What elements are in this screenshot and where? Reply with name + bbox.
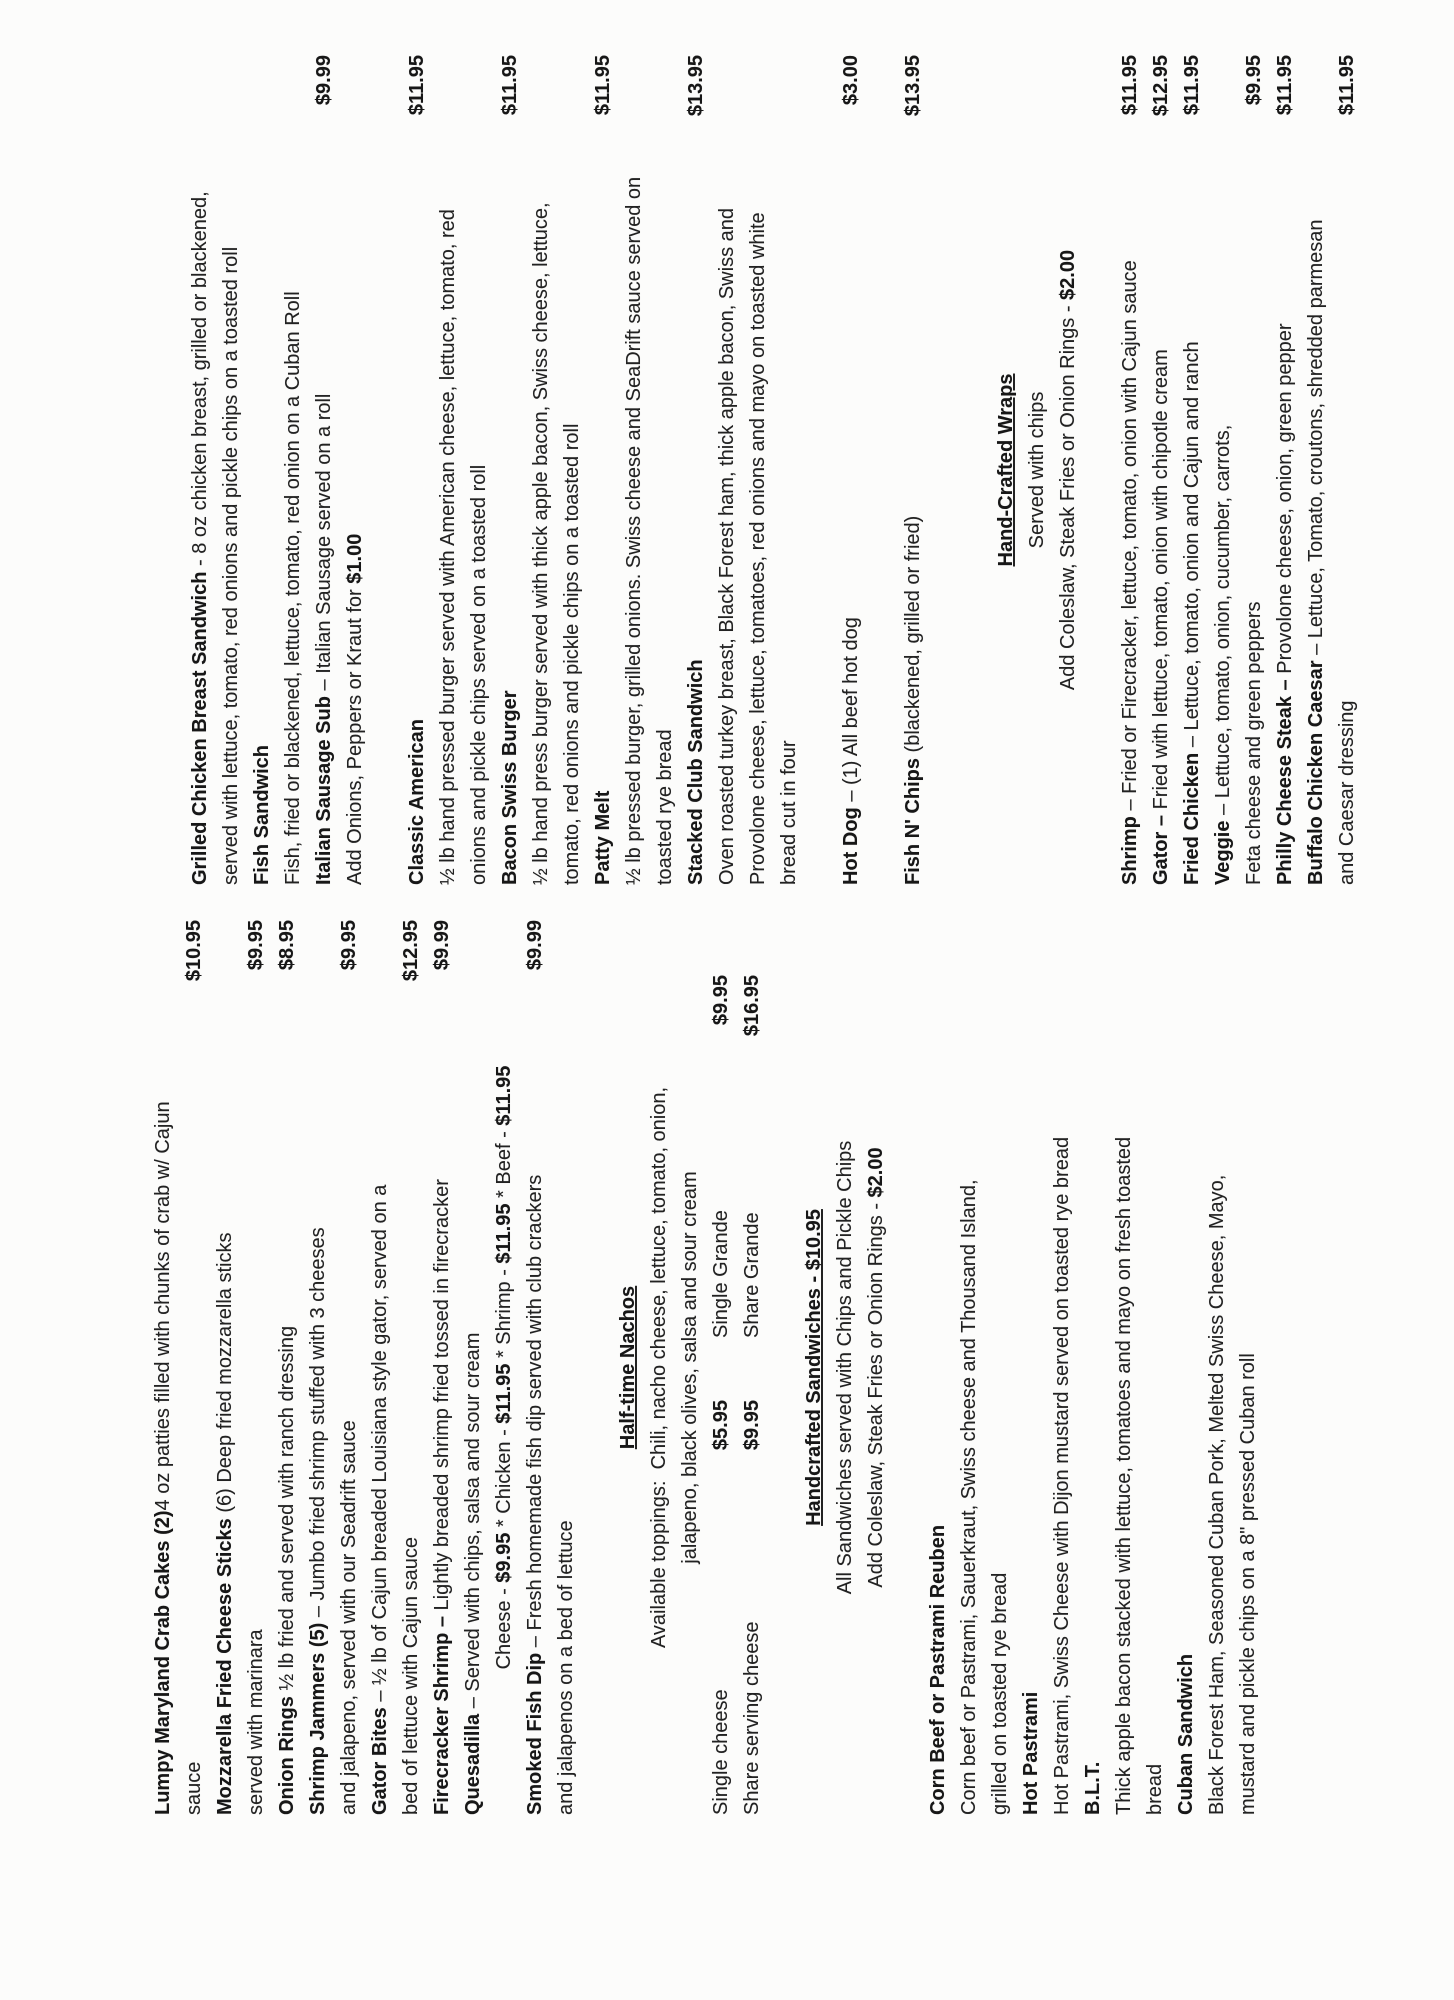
menu-line-text (985, 1573, 1016, 1815)
menu-section-header (613, 920, 644, 1815)
menu-item-name: Fish N' Chips (902, 758, 924, 885)
menu-text: Available toppings: Chili, nacho cheese, lettuce, tomato, onion, (648, 1086, 670, 1649)
menu-line-text (489, 1066, 520, 1670)
menu-item-name: Cuban Sandwich (1175, 1653, 1197, 1815)
menu-price: $11.95 (1274, 55, 1296, 116)
menu-line (985, 920, 1016, 1815)
menu-line-text (334, 1420, 365, 1815)
menu-line-text (247, 745, 278, 885)
menu-item-name: Hot Pastrami (1020, 1691, 1042, 1815)
menu-text: Single cheese (710, 1689, 732, 1815)
menu-line-text (588, 791, 619, 885)
menu-line (334, 920, 365, 1815)
menu-line-text (774, 740, 805, 885)
menu-line (396, 920, 427, 1815)
menu-text: – Lettuce, tomato, onion and Cajun and ranch (1181, 341, 1203, 753)
menu-item-name: $2.00 (1057, 249, 1079, 300)
menu-line-text (303, 1227, 334, 1815)
menu-item-name: Italian Sausage Sub (313, 696, 335, 885)
menu-item-name: $9.95 (493, 1532, 515, 1583)
menu-line (495, 55, 526, 885)
menu-item-name: Gator – (1150, 814, 1172, 885)
menu-line (210, 920, 241, 1815)
menu-item-name: Hand-Crafted Wraps (995, 373, 1017, 567)
menu-text: onions and pickle chips served on a toasted roll (468, 464, 490, 885)
menu-line-text (1202, 1175, 1233, 1815)
menu-item-name: Shrimp Jammers (5) (307, 1622, 329, 1815)
menu-text: Oven roasted turkey breast, Black Forest ham, thick apple bacon, Swiss and (716, 208, 738, 885)
menu-price: $16.95 (741, 975, 763, 1037)
menu-line-text (650, 729, 681, 885)
menu-text: Served with chips (1026, 391, 1048, 549)
menu-text: toasted rye bread (654, 729, 676, 885)
menu-line-text (1332, 700, 1363, 885)
menu-line (1109, 920, 1140, 1815)
menu-price: $9.99 (524, 920, 546, 971)
menu-item-name: Bacon Swiss Burger (499, 690, 521, 885)
menu-price: $12.95 (400, 920, 422, 982)
menu-line (185, 55, 216, 885)
menu-text: * Chicken - (493, 1423, 515, 1533)
menu-text: served with lettuce, tomato, red onions and pickle chips on a toasted roll (220, 246, 242, 885)
menu-text: and Caesar dressing (1336, 700, 1358, 885)
menu-price: $11.95 (499, 55, 521, 116)
menu-text: Share serving cheese (741, 1621, 763, 1815)
menu-line-text (1115, 260, 1146, 885)
menu-line-text (1208, 425, 1239, 885)
menu-line (365, 920, 396, 1815)
menu-line-text (1016, 1692, 1047, 1815)
menu-price: $11.95 (406, 55, 428, 116)
menu-line-text (830, 1141, 861, 1595)
menu-text: Corn beef or Pastrami, Sauerkraut, Swiss cheese and Thousand Island, (958, 1179, 980, 1815)
menu-text: – ½ lb of Cajun breaded Louisiana style gator, served on a (369, 1184, 391, 1708)
menu-section-header (799, 920, 830, 1815)
menu-line-text (495, 690, 526, 885)
menu-line-text (427, 1179, 458, 1815)
menu-text: – Lettuce, Tomato, croutons, shredded parmesan (1305, 219, 1327, 661)
menu-item-name: Stacked Club Sandwich (685, 659, 707, 885)
menu-line-text (1047, 1137, 1078, 1815)
menu-price: $9.95 (245, 920, 267, 971)
menu-line (675, 920, 706, 1815)
menu-line (706, 920, 737, 1815)
menu-text: Single Grande (710, 1210, 732, 1338)
menu-text: and jalapenos on a bed of lettuce (555, 1520, 577, 1815)
menu-line-text (309, 394, 340, 885)
menu-text: – (1) All beef hot dog (840, 617, 862, 808)
menu-text: Provolone cheese, onion, green pepper (1274, 323, 1296, 680)
menu-line-text (898, 516, 929, 885)
menu-price: $11.95 (1336, 55, 1358, 116)
menu-text: Fish, fried or blackened, lettuce, tomato, red onion on a Cuban Roll (282, 291, 304, 885)
menu-price: $5.95 (710, 1400, 732, 1451)
menu-line-text (1171, 1654, 1202, 1815)
menu-line (1171, 920, 1202, 1815)
menu-line-text (433, 209, 464, 885)
menu-line (588, 55, 619, 885)
menu-line (557, 55, 588, 885)
menu-line-text (396, 1537, 427, 1815)
menu-item-name: Classic American (406, 718, 428, 885)
menu-text: served with marinara (245, 1629, 267, 1815)
menu-item-name: $11.95 (493, 1203, 515, 1264)
menu-text: * Shrimp - (493, 1263, 515, 1364)
menu-text: ½ lb hand press burger served with thick apple bacon, Swiss cheese, lettuce, (530, 202, 552, 885)
menu-line (303, 920, 334, 1815)
menu-text: – Served with chips, salsa and sour cream (462, 1332, 484, 1714)
menu-line-text (1239, 601, 1270, 885)
menu-line-text (619, 177, 650, 885)
menu-text: Add Coleslaw, Steak Fries or Onion Rings - (1057, 299, 1079, 691)
menu-line-text (216, 247, 247, 885)
menu-price: $11.95 (1181, 55, 1203, 116)
menu-item-name: $11.95 (493, 1065, 515, 1126)
menu-line-text (365, 1185, 396, 1815)
menu-item-name: Fish Sandwich (251, 744, 273, 885)
menu-price: $3.00 (840, 55, 862, 106)
menu-item-name: B.L.T. (1082, 1761, 1104, 1815)
menu-line-text (526, 202, 557, 885)
menu-item-name: Gator Bites (369, 1707, 391, 1815)
menu-line-text (210, 1233, 241, 1815)
menu-line-text (743, 212, 774, 885)
menu-line (148, 920, 179, 1815)
menu-item-name: Onion Rings (276, 1696, 298, 1815)
menu-line (433, 55, 464, 885)
menu-item-name: Firecracker Shrimp – (431, 1616, 453, 1815)
menu-text: Share Grande (741, 1212, 763, 1338)
menu-price: $9.99 (431, 920, 453, 971)
menu-price: $9.95 (710, 975, 732, 1026)
menu-line-text (1233, 1353, 1264, 1815)
menu-text: – Italian Sausage served on a roll (313, 393, 335, 697)
menu-text: All Sandwiches served with Chips and Pickle Chips (834, 1140, 856, 1595)
menu-line (1016, 920, 1047, 1815)
menu-item-name: Hot Dog (840, 807, 862, 885)
menu-text: 4 oz patties filled with chunks of crab w/ Cajun (152, 1101, 174, 1511)
menu-line (954, 920, 985, 1815)
menu-line-text (991, 374, 1022, 567)
menu-line-text (923, 1525, 954, 1815)
menu-line (1332, 55, 1363, 885)
menu-item-name: Philly Cheese Steak – (1274, 679, 1296, 885)
menu-line-text (1109, 1137, 1140, 1815)
menu-price: $10.95 (183, 920, 205, 982)
menu-line (179, 920, 210, 1815)
menu-line (241, 920, 272, 1815)
menu-line (1078, 920, 1109, 1815)
menu-line-text (613, 1286, 644, 1449)
menu-text: bread cut in four (778, 740, 800, 885)
menu-line (526, 55, 557, 885)
menu-line (836, 55, 867, 885)
menu-line (1022, 55, 1053, 885)
menu-item-name: Grilled Chicken Breast Sandwich (189, 571, 211, 885)
menu-line (1202, 920, 1233, 1815)
menu-price: $9.95 (1243, 55, 1265, 106)
menu-item-name: $11.95 (493, 1363, 515, 1424)
menu-item-name: Handcrafted Sandwiches - $10.95 (803, 1209, 825, 1526)
menu-line (309, 55, 340, 885)
menu-price: $11.95 (592, 55, 614, 116)
menu-line (402, 55, 433, 885)
menu-text: ½ lb fried and served with ranch dressing (276, 1325, 298, 1697)
menu-item-name: Quesadilla (462, 1713, 484, 1815)
menu-column-burgers-wraps (185, 55, 1363, 885)
menu-text: Feta cheese and green peppers (1243, 601, 1265, 885)
menu-line-text (712, 208, 743, 885)
menu-line (272, 920, 303, 1815)
menu-line (830, 920, 861, 1815)
menu-text: – Lettuce, tomato, onion, cucumber, carrots, (1212, 424, 1234, 821)
menu-section-header (991, 55, 1022, 885)
menu-item-name: Lumpy Maryland Crab Cakes (2) (152, 1510, 174, 1815)
menu-line (774, 55, 805, 885)
menu-text: Hot Pastrami, Swiss Cheese with Dijon mustard served on toasted rye bread (1051, 1136, 1073, 1815)
menu-item-name: Veggie (1212, 820, 1234, 885)
menu-price: $11.95 (1119, 55, 1141, 116)
menu-line (712, 55, 743, 885)
menu-line-text (1022, 392, 1053, 549)
menu-line-text (954, 1179, 985, 1815)
menu-price: $9.99 (313, 55, 335, 106)
menu-line-text (464, 465, 495, 885)
menu-line (1301, 55, 1332, 885)
menu-line-text (557, 424, 588, 885)
menu-line (1177, 55, 1208, 885)
menu-line-text (1146, 349, 1177, 885)
menu-text: – Fried or Firecracker, lettuce, tomato, onion with Cajun sauce (1119, 260, 1141, 817)
menu-text: Thick apple bacon stacked with lettuce, tomatoes and mayo on fresh toasted (1113, 1136, 1135, 1815)
menu-line (340, 55, 371, 885)
menu-item-name: Smoked Fish Dip (524, 1652, 546, 1815)
menu-item-name: $1.00 (344, 533, 366, 584)
menu-line-text (272, 1326, 303, 1815)
menu-line-text (241, 1629, 272, 1815)
menu-text: sauce (183, 1761, 205, 1815)
menu-line (216, 55, 247, 885)
menu-line (1146, 55, 1177, 885)
menu-line (1115, 55, 1146, 885)
menu-line-text (675, 1171, 706, 1563)
menu-price: $9.95 (741, 1400, 763, 1451)
menu-line (1047, 920, 1078, 1815)
menu-line-text (1301, 219, 1332, 885)
menu-line-text (1270, 324, 1301, 885)
menu-line-text (836, 617, 867, 885)
menu-text: - 8 oz chicken breast, grilled or blackened, (189, 191, 211, 572)
menu-line (489, 920, 520, 1815)
menu-line (861, 920, 892, 1815)
menu-line-text (179, 1762, 210, 1815)
menu-text: – Jumbo fried shrimp stuffed with 3 cheeses (307, 1227, 329, 1623)
menu-line (737, 920, 768, 1815)
menu-line-text (458, 1333, 489, 1815)
menu-price: $13.95 (902, 55, 924, 117)
menu-item-name: Half-time Nachos (617, 1285, 639, 1450)
menu-text: * Beef - (493, 1125, 515, 1204)
menu-text: (6) Deep fried mozzarella sticks (214, 1232, 236, 1519)
menu-column-appetizers-sandwiches (148, 920, 1264, 1815)
menu-price: $13.95 (685, 55, 707, 117)
menu-text: Cheese - (493, 1582, 515, 1670)
menu-line (1140, 920, 1171, 1815)
menu-line-text (681, 659, 712, 885)
menu-item-name: $2.00 (865, 1147, 887, 1198)
menu-line-text (1177, 341, 1208, 885)
menu-line-text (278, 291, 309, 885)
menu-line (427, 920, 458, 1815)
menu-item-name: Fried Chicken (1181, 752, 1203, 885)
menu-text: (blackened, grilled or fried) (902, 515, 924, 759)
menu-text: and jalapeno, served with our Seadrift sauce (338, 1420, 360, 1815)
menu-item-name: Mozzarella Fried Cheese Sticks (214, 1518, 236, 1815)
menu-line (1239, 55, 1270, 885)
menu-line (1270, 55, 1301, 885)
menu-line (619, 55, 650, 885)
menu-line-text (402, 719, 433, 885)
menu-text: ½ lb hand pressed burger served with American cheese, lettuce, tomato, red (437, 209, 459, 885)
menu-line-text (520, 1175, 551, 1815)
menu-line (644, 920, 675, 1815)
menu-text: – Fresh homemade fish dip served with club crackers (524, 1174, 546, 1653)
menu-line-text (799, 1209, 830, 1526)
menu-line-text (148, 1101, 179, 1815)
menu-line (464, 55, 495, 885)
menu-line (650, 55, 681, 885)
menu-text: mustard and pickle chips on a 8" pressed Cuban roll (1237, 1353, 1259, 1815)
menu-text: grilled on toasted rye bread (989, 1572, 1011, 1815)
menu-text: jalapeno, black olives, salsa and sour cream (679, 1171, 701, 1564)
menu-price: $8.95 (276, 920, 298, 971)
menu-line (1208, 55, 1239, 885)
menu-item-name: Shrimp (1119, 816, 1141, 885)
menu-line (247, 55, 278, 885)
menu-item-name: Corn Beef or Pastrami Reuben (927, 1524, 949, 1815)
menu-line-text (340, 534, 371, 885)
menu-line (458, 920, 489, 1815)
menu-line-text (185, 191, 216, 885)
menu-line (681, 55, 712, 885)
menu-line (1053, 55, 1084, 885)
menu-text: Fried with lettuce, tomato, onion with chipotle cream (1150, 349, 1172, 815)
menu-line (923, 920, 954, 1815)
menu-line (1233, 920, 1264, 1815)
menu-price: $12.95 (1150, 55, 1172, 117)
menu-line (551, 920, 582, 1815)
menu-line-text (1053, 250, 1084, 690)
menu-line (278, 55, 309, 885)
menu-text: Lightly breaded shrimp fried tossed in firecracker (431, 1179, 453, 1616)
menu-line (898, 55, 929, 885)
menu-text: Add Coleslaw, Steak Fries or Onion Rings - (865, 1197, 887, 1588)
menu-text: bread (1144, 1763, 1166, 1815)
menu-line-text (644, 1087, 675, 1648)
menu-price: $9.95 (338, 920, 360, 971)
menu-text: tomato, red onions and pickle chips on a toasted roll (561, 423, 583, 885)
menu-line-text (861, 1147, 892, 1587)
menu-text: bed of lettuce with Cajun sauce (400, 1537, 422, 1815)
menu-item-name: Patty Melt (592, 790, 614, 885)
menu-line-text (1078, 1762, 1109, 1815)
menu-line (743, 55, 774, 885)
menu-text: Black Forest Ham, Seasoned Cuban Pork, Melted Swiss Cheese, Mayo, (1206, 1174, 1228, 1815)
menu-line (520, 920, 551, 1815)
menu-line-text (551, 1520, 582, 1815)
menu-item-name: Buffalo Chicken Caesar (1305, 660, 1327, 885)
menu-text: ½ lb pressed burger, grilled onions. Swiss cheese and SeaDrift sauce served on (623, 176, 645, 885)
menu-line-text (1140, 1764, 1171, 1815)
menu-text: Provolone cheese, lettuce, tomatoes, red onions and mayo on toasted white (747, 212, 769, 885)
menu-text: Add Onions, Peppers or Kraut for (344, 583, 366, 885)
